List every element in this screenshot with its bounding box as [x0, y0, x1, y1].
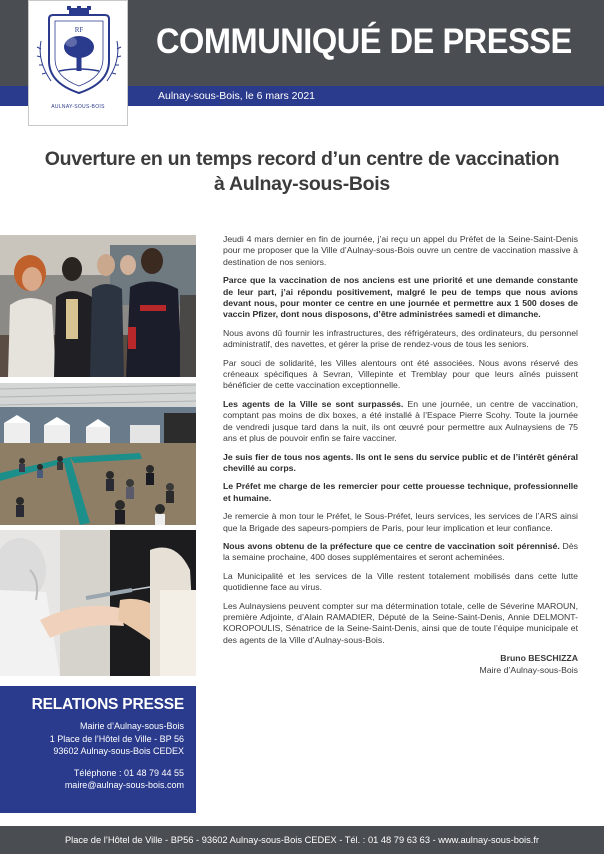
- press-contact-box: [0, 686, 196, 813]
- paragraph-bold: Parce que la vaccination de nos anciens est une priorité et une demande constante de leur part, j’ai répondu positivement, malgré le peu de temps que nous avions devant nous, pour monter ce centre en une journée et permettre aux 1 500 doses de vaccin Pfizer, dont nous disposons, d’être administrées samedi et dimanche.: [223, 275, 578, 320]
- photo-officials: [0, 235, 196, 377]
- press-release-body: [223, 234, 578, 676]
- headline-line-2: à Aulnay-sous-Bois: [214, 173, 390, 195]
- photo-injection: [0, 530, 196, 676]
- paragraph: Je remercie à mon tour le Préfet, le Sous-Préfet, leurs services, les services de l’ARS ainsi que la Brigade des sapeurs-pompiers de Paris, pour leur implication et leur confiance.: [223, 511, 578, 533]
- photo-vaccination-hall: [0, 383, 196, 525]
- paragraph: Jeudi 4 mars dernier en fin de journée, j’ai reçu un appel du Préfet de la Seine-Saint-Denis pour me proposer que la Ville d’Aulnay-sous-Bois ouvre un centre de vaccination massive à destination de nos seniors.: [223, 234, 578, 267]
- paragraph: Nous avons dû fournir les infrastructures, des réfrigérateurs, des ordinateurs, du personnel administratif, des navettes, et gérer la prise de rendez-vous de tous les seniors.: [223, 327, 578, 350]
- contact-title: RELATIONS PRESSE: [31, 696, 184, 713]
- signature-role: Maire d’Aulnay-sous-Bois: [479, 664, 578, 675]
- headline: [20, 147, 584, 197]
- page-title: COMMUNIQUÉ DE PRESSE: [156, 22, 572, 61]
- headline-line-1: Ouverture en un temps record d’un centre de vaccination: [44, 148, 560, 170]
- contact-address-line: 1 Place de l’Hôtel de Ville - BP 56: [49, 733, 184, 744]
- paragraph-bold: Le Préfet me charge de les remercier pour cette prouesse technique, professionnelle et humaine.: [223, 481, 578, 503]
- footer: Place de l’Hôtel de Ville - BP56 - 93602 Aulnay-sous-Bois CEDEX - Tél. : 01 48 79 63 63 - www.aulnay-sous-bois.fr: [0, 826, 604, 854]
- city-crest-icon: [29, 1, 129, 101]
- svg-text:RF: RF: [74, 26, 84, 34]
- date-line: Aulnay-sous-Bois, le 6 mars 2021: [158, 90, 315, 102]
- city-logo: [28, 0, 128, 126]
- contact-phone: Téléphone : 01 48 79 44 55: [73, 767, 184, 778]
- paragraph: Par souci de solidarité, les Villes alentours ont été associées. Nous avons réservé des créneaux spécifiques à Sevran, Villepinte et Tremblay pour que leurs aînés puissent bénéficier de cette vaccination exceptionnelle.: [223, 357, 578, 391]
- paragraph-bold: Je suis fier de tous nos agents. Ils ont le sens du service public et de l’intérêt général chevillé au corps.: [223, 451, 578, 473]
- paragraph: Les Aulnaysiens peuvent compter sur ma détermination totale, celle de Séverine MAROUN, première Adjointe, d’Alain RAMADIER, Député de la Seine-Saint-Denis, Annie DELMONT-KOROPOULIS, Sénatrice de la Seine-Saint-Denis, ainsi que de toute l’équipe municipale et des agents de la Ville d’Aulnay-sous-Bois.: [223, 600, 578, 645]
- contact-address-line: 93602 Aulnay-sous-Bois CEDEX: [53, 746, 184, 756]
- contact-address-line: Mairie d’Aulnay-sous-Bois: [79, 721, 184, 731]
- contact-email[interactable]: maire@aulnay-sous-bois.com: [64, 780, 184, 790]
- paragraph: Nous avons obtenu de la préfecture que ce centre de vaccination soit pérennisé. Dès la semaine prochaine, 400 doses supplémentaires et seront acheminées.: [223, 540, 578, 563]
- paragraph: Les agents de la Ville se sont surpassés. En une journée, un centre de vaccination, comptant pas moins de dix boxes, a été installé à l’Espace Pierre Scohy. Toute la journée de vendredi jusque tard dans la nuit, ils ont œuvré pour permettre aux Aulnaysiens de 75 ans et plus de pouvoir enfin se faire vacciner.: [223, 398, 578, 444]
- signature-name: Bruno BESCHIZZA: [500, 653, 578, 664]
- paragraph: La Municipalité et les services de la Ville restent totalement mobilisés dans cette lutte quotidienne face au virus.: [223, 570, 578, 593]
- logo-caption: AULNAY-SOUS-BOIS: [51, 104, 105, 110]
